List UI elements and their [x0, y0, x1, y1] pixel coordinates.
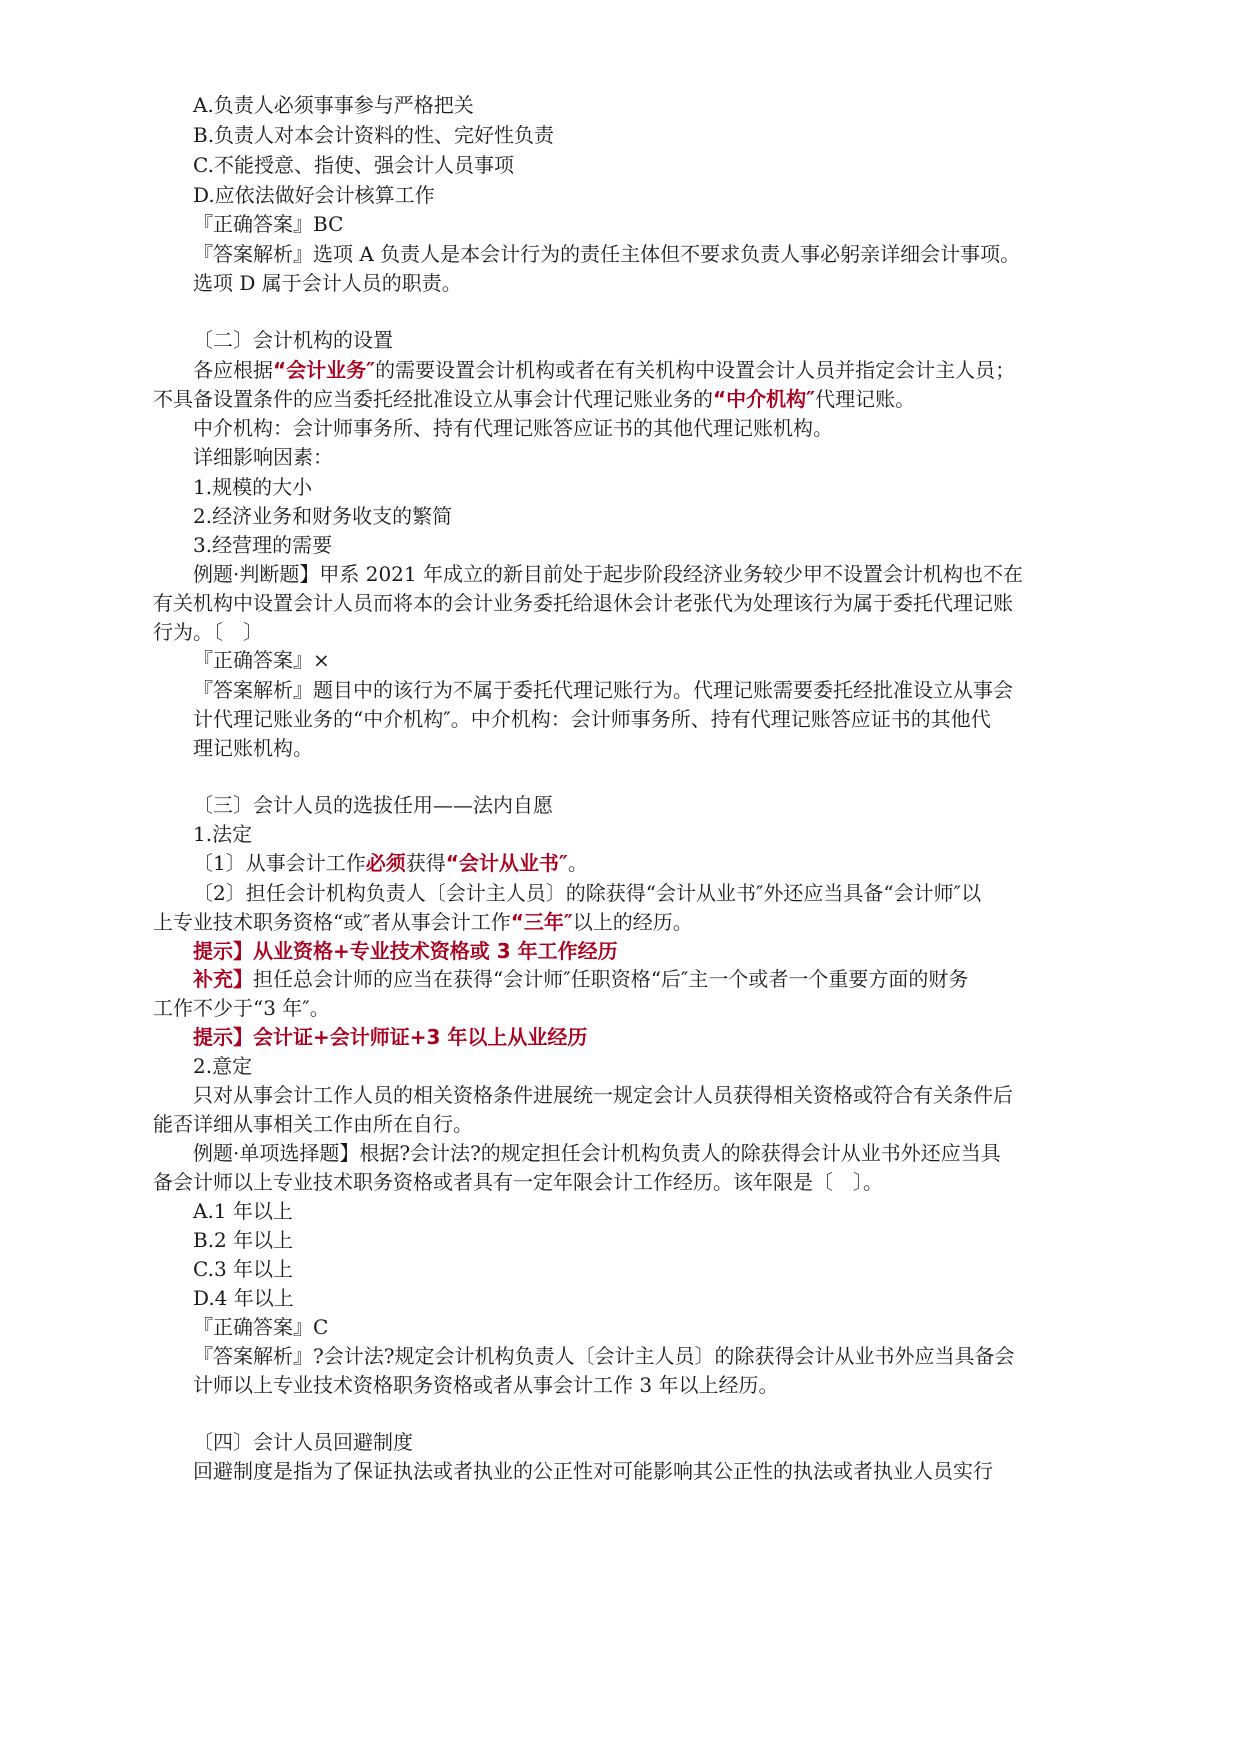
paragraph [193, 850, 588, 876]
text-span: 不具备设置条件的应当委托经批准设立从事会计代理记账业务的 [153, 387, 713, 411]
list-item: 1.规模的大小 [193, 475, 313, 499]
example-question-cont: 有关机构中设置会计人员而将本的会计业务委托给退休会计老张代为处理该行为属于委托代理记账 [153, 591, 1013, 615]
text-span: 上专业技术职务资格“或″者从事会计工作 [153, 910, 511, 934]
section-heading: 〔四〕会计人员回避制度 [193, 1430, 413, 1454]
subheading: 1.法定 [193, 822, 253, 846]
highlight-text: “三年″ [510, 910, 573, 934]
list-title: 详细影响因素： [193, 445, 333, 469]
example-question-cont: 备会计师以上专业技术职务资格或者具有一定年限会计工作经历。该年限是〔 〕。 [153, 1170, 883, 1194]
correct-answer: 『正确答案』C [193, 1315, 329, 1339]
text-span: 。 [567, 851, 588, 875]
paragraph: 只对从事会计工作人员的相关资格条件进展统一规定会计人员获得相关资格或符合有关条件后 [193, 1083, 1013, 1107]
option-a: A.1 年以上 [193, 1199, 293, 1223]
text-span: 各应根据 [193, 358, 273, 382]
highlight-text: 补充】 [193, 967, 253, 991]
answer-analysis-cont: 选项 D 属于会计人员的职责。 [193, 271, 462, 295]
tip-note: 提示】从业资格+专业技术资格或 3 年工作经历 [193, 939, 618, 963]
list-item: 2.经济业务和财务收支的繁简 [193, 504, 453, 528]
option-d: D.4 年以上 [193, 1286, 294, 1310]
highlight-text: 必须 [365, 851, 406, 875]
section-heading: 〔二〕会计机构的设置 [193, 328, 393, 352]
text-span: 〔1〕从事会计工作 [193, 851, 366, 875]
paragraph: 〔2〕担任会计机构负责人〔会计主人员〕的除获得“会计从业书″外还应当具备“会计师″以 [193, 881, 982, 905]
answer-analysis-cont: 计代理记账业务的“中介机构″。中介机构：会计师事务所、持有代理记账答应证书的其他代 [193, 707, 991, 731]
paragraph: 中介机构：会计师事务所、持有代理记账答应证书的其他代理记账机构。 [193, 416, 833, 440]
paragraph-cont: 能否详细从事相关工作由所在自行。 [153, 1112, 473, 1136]
section-heading: 〔三〕会计人员的选拔任用——法内自愿 [193, 793, 553, 817]
correct-answer: 『正确答案』× [193, 648, 330, 672]
paragraph-cont [153, 386, 915, 412]
supplement-note-cont: 工作不少于“3 年″。 [153, 996, 330, 1020]
supplement-note [193, 966, 968, 992]
highlight-text: “会计业务″ [273, 358, 376, 382]
paragraph-cont [153, 909, 693, 935]
answer-analysis: 『答案解析』?会计法?规定会计机构负责人〔会计主人员〕的除获得会计从业书外应当具备会 [193, 1344, 1015, 1368]
text-span: 代理记账。 [815, 387, 916, 411]
option-d: D.应依法做好会计核算工作 [193, 183, 435, 207]
highlight-text: “会计从业书″ [445, 851, 568, 875]
subheading: 2.意定 [193, 1054, 253, 1078]
option-b: B.2 年以上 [193, 1228, 294, 1252]
option-c: C.3 年以上 [193, 1257, 294, 1281]
example-question: 例题·判断题】甲系 2021 年成立的新目前处于起步阶段经济业务较少甲不设置会计机构也不在 [193, 562, 1023, 586]
text-span: 获得 [405, 851, 446, 875]
paragraph [193, 357, 1015, 383]
example-question: 例题·单项选择题】根据?会计法?的规定担任会计机构负责人的除获得会计从业书外还应当具 [193, 1141, 1001, 1165]
answer-analysis: 『答案解析』题目中的该行为不属于委托代理记账行为。代理记账需要委托经批准设立从事会 [193, 678, 1013, 702]
tip-note: 提示】会计证+会计师证+3 年以上从业经历 [193, 1025, 588, 1049]
text-span: 以上的经历。 [572, 910, 693, 934]
text-span: 担任总会计师的应当在获得“会计师″任职资格“后″主一个或者一个重要方面的财务 [253, 967, 969, 991]
option-c: C.不能授意、指使、强会计人员事项 [193, 153, 514, 177]
text-span: 的需要设置会计机构或者在有关机构中设置会计人员并指定会计主人员； [375, 358, 1016, 382]
paragraph: 回避制度是指为了保证执法或者执业的公正性对可能影响其公正性的执法或者执业人员实行 [193, 1459, 993, 1483]
answer-analysis: 『答案解析』选项 A 负责人是本会计行为的责任主体但不要求负责人事必躬亲详细会计事项。 [193, 242, 1021, 266]
correct-answer: 『正确答案』BC [193, 212, 344, 236]
option-b: B.负责人对本会计资料的性、完好性负责 [193, 123, 555, 147]
list-item: 3.经营理的需要 [193, 533, 333, 557]
highlight-text: “中介机构″ [713, 387, 816, 411]
option-a: A.负责人必须事事参与严格把关 [193, 93, 474, 117]
answer-analysis-cont: 计师以上专业技术资格职务资格或者从事会计工作 3 年以上经历。 [193, 1373, 779, 1397]
example-question-cont: 行为。〔 〕 [153, 620, 263, 644]
answer-analysis-cont: 理记账机构。 [193, 736, 313, 760]
